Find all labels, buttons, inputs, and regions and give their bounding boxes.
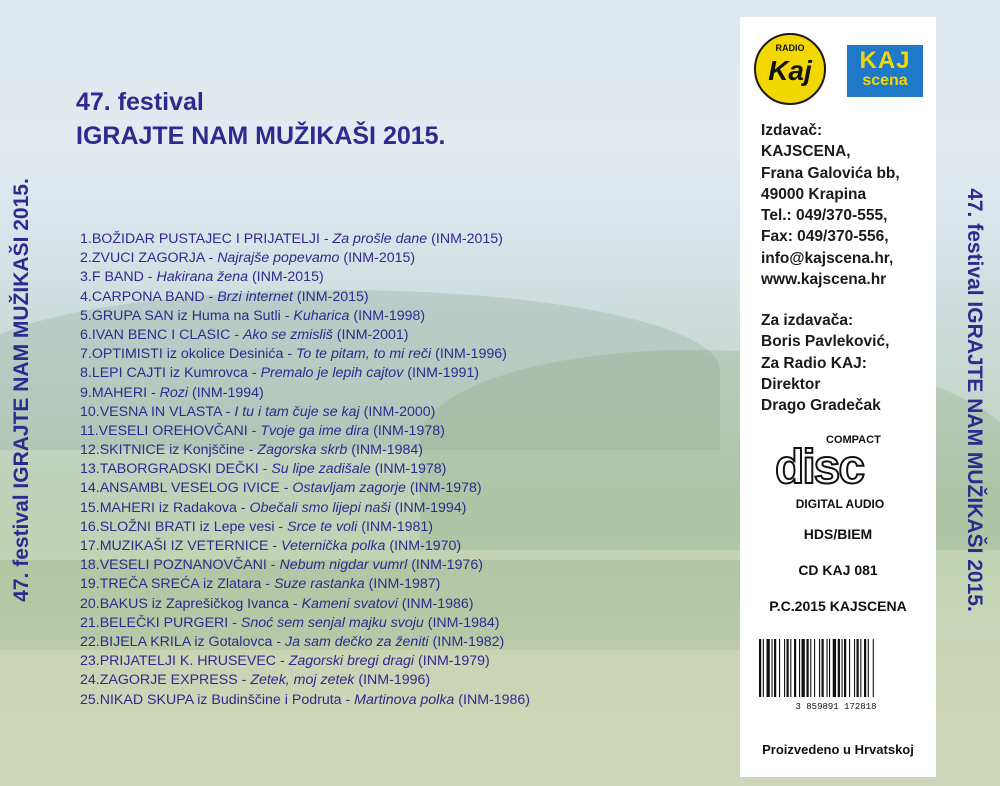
track-song: Brzi internet: [217, 288, 293, 305]
track-list: [80, 230, 720, 710]
track-code: (INM-1986): [401, 595, 474, 612]
track-item: [80, 575, 720, 594]
track-code: (INM-1978): [374, 461, 447, 478]
barcode-bar: [833, 639, 836, 697]
track-song: Hakirana žena: [156, 269, 248, 286]
track-code: (INM-1986): [458, 691, 531, 708]
radio-logo-label: RADIO: [775, 43, 805, 53]
track-item: [80, 403, 720, 422]
track-song: Zagorska skrb: [257, 442, 348, 459]
barcode-bar: [779, 639, 780, 697]
track-code: (INM-2000): [363, 403, 436, 420]
track-item: [80, 518, 720, 537]
track-item: [80, 633, 720, 652]
rights-label: HDS/BIEM: [803, 526, 873, 542]
barcode-bar: [860, 639, 861, 697]
track-artist: 3.F BAND -: [80, 269, 153, 286]
track-artist: 13.TABORGRADSKI DEČKI -: [80, 461, 268, 478]
barcode-bar: [802, 639, 805, 697]
barcode-bar: [767, 639, 770, 697]
track-code: (INM-2001): [336, 326, 409, 343]
album-title: IGRAJTE NAM MUŽIKAŠI 2015.: [76, 122, 446, 150]
barcode-bar: [787, 639, 789, 697]
track-song: Kameni svatovi: [301, 595, 398, 612]
track-song: Su lipe zadišale: [271, 461, 371, 478]
track-song: Srce te voli: [287, 518, 358, 535]
spine-left-text: 47. festival IGRAJTE NAM MUŽIKAŠI 2015.: [10, 178, 33, 602]
track-song: Martinova polka: [354, 691, 455, 708]
track-code: (INM-2015): [431, 231, 503, 247]
track-song: Ja sam dečko za ženiti: [285, 633, 429, 650]
spine-right-text: 47. festival IGRAJTE NAM MUŽIKAŠI 2015.: [963, 188, 986, 612]
track-item: [80, 671, 720, 690]
track-song: Suze rastanka: [273, 576, 365, 593]
track-item: [80, 364, 720, 383]
track-item: [80, 326, 720, 345]
barcode-bar: [842, 639, 843, 697]
track-song: Premalo je lepih cajtov: [260, 365, 404, 382]
track-item: [80, 499, 720, 518]
track-code: (INM-1994): [191, 384, 264, 401]
track-code: (INM-1996): [358, 672, 431, 689]
made-in-label: Proizvedeno u Hrvatskoj: [762, 742, 914, 757]
track-code: (INM-1982): [432, 633, 505, 650]
catalog-number: CD KAJ 081: [798, 562, 878, 578]
publisher-line: KAJSCENA,: [761, 143, 851, 161]
track-code: (INM-2015): [296, 288, 369, 305]
track-song: Zagorski bregi dragi: [288, 653, 415, 670]
track-song: Snoć sem senjal majku svoju: [240, 614, 424, 631]
credits-line: Za Radio KAJ:: [761, 354, 867, 372]
publisher-line: Fax: 049/370-556,: [761, 228, 889, 246]
track-artist: 22.BIJELA KRILA iz Gotalovca -: [80, 633, 282, 650]
barcode-bar: [814, 639, 815, 697]
track-item: [80, 441, 720, 460]
track-item: [80, 652, 720, 671]
track-artist: 12.SKITNICE iz Konjščine -: [80, 442, 254, 459]
barcode-bar: [849, 639, 850, 697]
barcode-bar: [784, 639, 785, 697]
barcode-bar: [829, 639, 830, 697]
track-item: [80, 230, 720, 249]
barcode-bar: [763, 639, 764, 697]
track-item: [80, 307, 720, 326]
track-artist: 11.VESELI OREHOVČANI -: [80, 422, 257, 439]
barcode-bar: [827, 639, 828, 697]
track-artist: 6.IVAN BENC I CLASIC -: [80, 326, 239, 343]
barcode-bar: [838, 639, 840, 697]
track-code: (INM-2015): [343, 250, 416, 267]
credits-line: Direktor: [761, 375, 821, 393]
track-artist: 19.TREČA SREĆA iz Zlatara -: [80, 576, 271, 593]
publisher-line: 49000 Krapina: [761, 185, 867, 203]
track-song: Ako se zmisliš: [242, 326, 333, 343]
barcode-digits: 3 859891 172818: [795, 702, 877, 711]
spine-left: [2, 100, 42, 680]
barcode-bar: [772, 639, 773, 697]
track-artist: 4.CARPONA BAND -: [80, 288, 214, 305]
track-code: (INM-1979): [418, 653, 490, 670]
track-song: Tvoje ga ime dira: [260, 422, 370, 439]
track-artist: 7.OPTIMISTI iz okolice Desinića -: [80, 346, 293, 363]
publisher-line: www.kajscena.hr: [761, 271, 887, 289]
cd-logo-disc: disc: [775, 441, 864, 494]
track-song: Najrajše popevamo: [217, 250, 340, 267]
track-item: [80, 345, 720, 364]
track-code: (INM-1998): [353, 307, 426, 324]
barcode-bar: [807, 639, 809, 697]
track-code: (INM-1976): [411, 557, 483, 574]
track-song: To te pitam, to mi reči: [296, 346, 432, 363]
track-artist: 16.SLOŽNI BRATI iz Lepe vesi -: [80, 518, 284, 535]
track-item: [80, 556, 720, 575]
barcode-bar: [844, 639, 846, 697]
track-artist: 5.GRUPA SAN iz Huma na Sutli -: [80, 307, 290, 324]
track-artist: 1.BOŽIDAR PUSTAJEC I PRIJATELJI -: [80, 231, 329, 247]
barcode-bar: [790, 639, 791, 697]
track-artist: 20.BAKUS iz Zaprešičkog Ivanca -: [80, 595, 298, 612]
track-code: (INM-1984): [427, 614, 500, 631]
track-artist: 23.PRIJATELJI K. HRUSEVEC -: [80, 653, 285, 670]
track-artist: 15.MAHERI iz Radakova -: [80, 499, 246, 516]
track-song: Obečali smo lijepi naši: [249, 499, 391, 516]
track-song: Zetek, moj zetek: [250, 672, 355, 689]
track-code: (INM-1991): [407, 365, 479, 382]
credits-block: [761, 310, 889, 416]
track-artist: 18.VESELI POZNANOVČANI -: [80, 557, 276, 574]
track-artist: 17.MUZIKAŠI IZ VETERNICE -: [80, 538, 278, 554]
track-artist: 14.ANSAMBL VESELOG IVICE -: [80, 480, 289, 497]
track-artist: 8.LEPI CAJTI iz Kumrovca -: [80, 365, 257, 382]
cd-logo-digital: DIGITAL AUDIO: [795, 497, 885, 511]
barcode-bar: [759, 639, 761, 697]
publisher-block: [761, 120, 900, 290]
cd-logo-compact: COMPACT: [826, 434, 881, 446]
track-code: (INM-1996): [435, 346, 507, 363]
track-song: Za prošle dane: [332, 231, 428, 247]
track-artist: 10.VESNA IN VLASTA -: [80, 403, 231, 420]
track-song: Ostavljam zagorje: [292, 480, 406, 497]
track-code: (INM-1994): [394, 499, 467, 516]
credits-line: Boris Pavleković,: [761, 333, 890, 351]
barcode-bar: [799, 639, 800, 697]
track-item: [80, 537, 720, 556]
spine-right: [954, 110, 994, 690]
radio-logo-name: Kaj: [768, 55, 812, 86]
track-item: [80, 460, 720, 479]
kajscena-logo-main: KAJ: [859, 47, 911, 74]
barcode-bar: [774, 639, 776, 697]
barcode-bar: [819, 639, 820, 697]
track-item: [80, 614, 720, 633]
kajscena-logo: [847, 45, 923, 97]
publisher-line: Tel.: 049/370-555,: [761, 207, 888, 225]
barcode-bar: [810, 639, 811, 697]
track-code: (INM-2015): [251, 269, 324, 286]
credits-line: Za izdavača:: [761, 312, 854, 329]
track-song: I tu i tam čuje se kaj: [234, 403, 360, 420]
publisher-line: info@kajscena.hr,: [761, 249, 894, 267]
credits-line: Drago Gradečak: [761, 397, 881, 415]
track-item: [80, 595, 720, 614]
track-code: (INM-1981): [361, 518, 434, 535]
track-artist: 21.BELEČKI PURGERI -: [80, 614, 237, 631]
track-code: (INM-1978): [373, 422, 445, 439]
publisher-line: Izdavač:: [761, 122, 823, 139]
copyright-label: P.C.2015 KAJSCENA: [769, 598, 907, 614]
track-item: [80, 268, 720, 287]
track-artist: 24.ZAGORJE EXPRESS -: [80, 672, 247, 689]
barcode-bar: [794, 639, 796, 697]
barcode-bar: [873, 639, 874, 697]
track-item: [80, 384, 720, 403]
kajscena-logo-sub: scena: [862, 72, 908, 89]
barcode-bar: [868, 639, 869, 697]
barcode-bar: [822, 639, 824, 697]
track-code: (INM-1970): [389, 538, 462, 554]
barcode-bar: [854, 639, 855, 697]
publisher-line: Frana Galovića bb,: [761, 164, 900, 182]
festival-title: 47. festival: [76, 88, 204, 116]
track-song: Rozi: [159, 384, 189, 401]
track-artist: 2.ZVUCI ZAGORJA -: [80, 250, 214, 267]
track-code: (INM-1987): [368, 576, 441, 593]
track-artist: 25.NIKAD SKUPA iz Budinščine i Podruta -: [80, 691, 351, 708]
track-item: [80, 479, 720, 498]
track-item: [80, 422, 720, 441]
track-song: Kuharica: [293, 307, 350, 324]
barcode-bar: [864, 639, 866, 697]
track-item: [80, 691, 720, 710]
radio-kaj-logo: [754, 33, 826, 105]
track-code: (INM-1978): [409, 480, 482, 497]
barcode: [755, 637, 917, 711]
barcode-bar: [857, 639, 859, 697]
track-song: Nebum nigdar vumrl: [279, 557, 408, 574]
track-item: [80, 288, 720, 307]
track-song: Veternička polka: [281, 538, 386, 554]
track-item: [80, 249, 720, 268]
track-code: (INM-1984): [351, 442, 424, 459]
track-artist: 9.MAHERI -: [80, 384, 156, 401]
